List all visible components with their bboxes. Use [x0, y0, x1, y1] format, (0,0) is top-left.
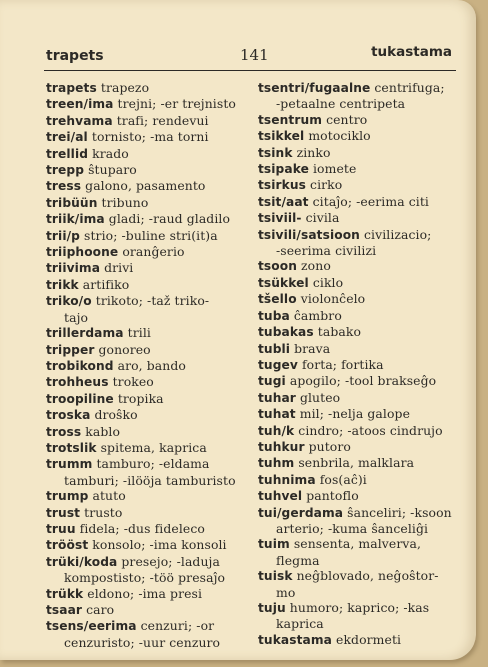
dictionary-entry	[46, 521, 246, 537]
definition-text: tamburo; -eldama	[92, 456, 210, 472]
definition-text: humoro; kaprico; -kas	[285, 600, 430, 615]
dictionary-entry	[46, 374, 246, 390]
headword: tuhnima	[258, 472, 316, 487]
entry-line	[46, 146, 246, 162]
entry-line	[258, 341, 458, 357]
entry-line	[46, 178, 246, 194]
entry-line	[46, 195, 246, 211]
headword: troopiline	[46, 391, 114, 406]
entry-line	[46, 407, 246, 423]
entry-line	[46, 537, 246, 553]
entry-line	[258, 210, 458, 226]
definition-text: gonoreo	[94, 341, 151, 357]
dictionary-entry	[46, 80, 246, 96]
definition-text: zinko	[292, 144, 331, 160]
entry-line	[46, 228, 246, 244]
definition-text: strio; -buline stri(it)a	[79, 227, 218, 243]
definition-text: caro	[82, 602, 115, 617]
definition-text: ĉambro	[289, 307, 342, 323]
dictionary-entry	[258, 505, 458, 537]
definition-text: trafi; rendevui	[112, 112, 209, 128]
right-column	[258, 80, 458, 648]
headword: tsink	[258, 145, 293, 160]
headword: tui/gerdama	[258, 505, 344, 520]
entry-line	[258, 406, 458, 422]
definition-text: trokeo	[108, 374, 154, 390]
dictionary-entry	[258, 258, 458, 274]
headword: troska	[46, 408, 91, 423]
headword: tuhat	[258, 407, 296, 422]
dictionary-entry	[46, 391, 246, 407]
definition-text: tamburi; -ilööja tamburisto	[64, 472, 236, 488]
entry-line	[46, 293, 246, 309]
dictionary-entry	[258, 161, 458, 177]
entry-line	[46, 440, 246, 456]
definition-text: drivi	[100, 260, 134, 276]
headword: tribüün	[46, 195, 98, 210]
dictionary-entry	[258, 439, 458, 455]
headword: trei/al	[46, 130, 88, 145]
dictionary-entry	[46, 488, 246, 504]
dictionary-entry	[46, 586, 246, 602]
definition-text: ŝtuparo	[84, 162, 137, 178]
definition-text: fos(aĉ)i	[315, 471, 367, 487]
dictionary-entry	[46, 244, 246, 260]
headword: tsens/eerima	[46, 619, 137, 634]
headword: tross	[46, 424, 82, 439]
entry-line	[258, 455, 458, 471]
dictionary-entry	[46, 178, 246, 194]
dictionary-entry	[258, 600, 458, 632]
headword: trotslik	[46, 440, 97, 455]
entry-line	[258, 536, 458, 552]
headword: tsiviil-	[258, 211, 302, 226]
dictionary-entry	[46, 554, 246, 586]
definition-text: civila	[301, 210, 340, 226]
headword: trapets	[46, 81, 97, 95]
entry-line	[46, 554, 246, 570]
entry-line	[258, 568, 458, 584]
headword: tuim	[258, 537, 290, 552]
definition-text: motociklo	[304, 128, 371, 144]
headword: tuhvel	[258, 489, 303, 504]
headword: trüki/koda	[46, 554, 118, 569]
headword: trust	[46, 505, 81, 520]
headword: trehvama	[46, 113, 113, 128]
dictionary-entry	[258, 128, 458, 144]
definition-text: iomete	[308, 161, 357, 177]
dictionary-entry	[46, 456, 246, 488]
headword: trööst	[46, 538, 89, 553]
entry-continuation-line	[46, 473, 246, 488]
dictionary-entry	[258, 275, 458, 291]
headword: trobikond	[46, 358, 114, 373]
entry-line	[258, 439, 458, 455]
dictionary-entry	[258, 308, 458, 324]
entry-continuation-line	[258, 585, 458, 600]
dictionary-entry	[46, 129, 246, 145]
entry-line	[258, 258, 458, 274]
entry-line	[46, 244, 246, 260]
dictionary-entry	[258, 112, 458, 128]
entry-line	[258, 112, 458, 128]
headword: tuh/k	[258, 423, 295, 438]
definition-text: zono	[297, 258, 331, 274]
left-column	[46, 80, 246, 650]
definition-text: kompostisto; -töö presaĵo	[64, 570, 226, 586]
page-header	[44, 44, 452, 68]
entry-line	[258, 177, 458, 193]
definition-text: putoro	[304, 438, 351, 454]
definition-text: trikoto; -taž triko-	[91, 293, 210, 309]
definition-text: tropika	[113, 390, 164, 406]
headword: tsentri/fugaalne	[258, 81, 371, 95]
entry-line	[258, 80, 458, 96]
definition-text: fidela; -dus fideleco	[75, 520, 205, 536]
header-first-word: trapets	[46, 48, 104, 64]
dictionary-entry	[46, 293, 246, 325]
definition-text: ekdormeti	[331, 631, 402, 647]
entry-line	[258, 161, 458, 177]
definition-text: oranĝerio	[118, 244, 185, 260]
definition-text: senbrila, malklara	[294, 455, 415, 471]
definition-text: centro	[322, 111, 368, 127]
definition-text: trusto	[80, 504, 123, 520]
definition-text: ŝanceliri; -ksoon	[343, 504, 452, 520]
definition-text: trili	[123, 325, 151, 341]
entry-line	[258, 324, 458, 340]
entry-line	[258, 357, 458, 373]
definition-text: ciklo	[308, 274, 344, 290]
headword: tuhkur	[258, 439, 305, 454]
headword: tugi	[258, 374, 286, 389]
definition-text: tornisto; -ma torni	[87, 129, 209, 145]
dictionary-entry	[258, 568, 458, 600]
definition-text: civilizacio;	[359, 226, 432, 242]
headword: tsentrum	[258, 112, 323, 127]
dictionary-entry	[46, 195, 246, 211]
headword: trükk	[46, 586, 84, 601]
entry-line	[46, 586, 246, 602]
headword: tuju	[258, 601, 286, 615]
definition-text: citaĵo; -eerima citi	[308, 193, 429, 209]
entry-line	[258, 472, 458, 488]
definition-text: aro, bando	[113, 357, 186, 373]
dictionary-entry	[258, 406, 458, 422]
entry-continuation-line	[46, 310, 246, 325]
definition-text: spitema, kaprica	[96, 439, 207, 455]
definition-text: tribuno	[97, 194, 149, 210]
definition-text: krado	[88, 145, 129, 161]
entry-line	[46, 488, 246, 504]
definition-text: atuto	[88, 488, 126, 504]
headword: truu	[46, 521, 76, 536]
headword: trikk	[46, 277, 79, 292]
dictionary-entry	[258, 324, 458, 340]
headword: tress	[46, 179, 82, 194]
dictionary-entry	[258, 194, 458, 210]
definition-text: cirko	[306, 177, 343, 193]
definition-text: -seerima civilizi	[276, 243, 377, 259]
dictionary-entry	[258, 227, 458, 259]
entry-line	[46, 342, 246, 358]
dictionary-entry	[46, 96, 246, 112]
definition-text: pantoflo	[302, 488, 359, 504]
entry-line	[258, 390, 458, 406]
headword: tsaar	[46, 603, 83, 617]
entry-continuation-line	[258, 553, 458, 568]
headword: tukastama	[258, 632, 332, 647]
dictionary-entry	[258, 341, 458, 357]
dictionary-entry	[46, 505, 246, 521]
entry-line	[46, 211, 246, 227]
definition-text: mil; -nelja galope	[295, 406, 410, 422]
dictionary-entry	[258, 177, 458, 193]
entry-line	[46, 113, 246, 129]
entry-line	[46, 277, 246, 293]
dictionary-entry	[258, 80, 458, 112]
entry-line	[258, 373, 458, 389]
headword: tubakas	[258, 325, 314, 340]
dictionary-entry	[46, 537, 246, 553]
entry-line	[46, 260, 246, 276]
definition-text: centrifuga;	[370, 80, 445, 95]
definition-text: konsolo; -ima konsoli	[88, 537, 227, 553]
dictionary-entry	[258, 145, 458, 161]
definition-text: sensenta, malverva,	[289, 536, 421, 552]
definition-text: arterio; -kuma ŝanceliĝi	[276, 520, 429, 536]
dictionary-entry	[46, 618, 246, 650]
definition-text: kaprica	[276, 616, 324, 632]
entry-line	[46, 456, 246, 472]
dictionary-entry	[258, 357, 458, 373]
dictionary-entry	[258, 423, 458, 439]
dictionary-entry	[46, 260, 246, 276]
definition-text: eldono; -ima presi	[83, 585, 203, 601]
entry-line	[258, 227, 458, 243]
dictionary-entry	[46, 325, 246, 341]
headword: tugev	[258, 357, 298, 372]
headword: tsoon	[258, 259, 298, 274]
definition-text: tabako	[313, 324, 362, 340]
entry-continuation-line	[258, 96, 458, 111]
headword: tubli	[258, 341, 291, 356]
dictionary-entry	[258, 536, 458, 568]
definition-text: violonĉelo	[296, 291, 366, 307]
headword: triiphoone	[46, 245, 119, 260]
definition-text: presejo; -laduja	[117, 553, 220, 569]
entry-line	[258, 423, 458, 439]
definition-text: cenzuri; -or	[136, 618, 215, 634]
dictionary-entry	[46, 162, 246, 178]
definition-text: gladi; -raud gladilo	[104, 211, 231, 227]
headword: tsipake	[258, 162, 309, 177]
dictionary-entry	[258, 632, 458, 648]
dictionary-entry	[258, 373, 458, 389]
entry-line	[258, 600, 458, 616]
headword: triivima	[46, 261, 101, 276]
definition-text: brava	[290, 340, 331, 356]
headword: tsirkus	[258, 178, 307, 193]
entry-line	[258, 128, 458, 144]
entry-line	[46, 391, 246, 407]
entry-line	[258, 291, 458, 307]
dictionary-entry	[258, 455, 458, 471]
definition-text: trejni; -er trejnisto	[113, 96, 236, 112]
entry-continuation-line	[258, 521, 458, 536]
dictionary-entry	[258, 472, 458, 488]
dictionary-entry	[258, 210, 458, 226]
headword: tsivili/satsioon	[258, 227, 360, 242]
dictionary-entry	[46, 113, 246, 129]
dictionary-entry	[258, 291, 458, 307]
entry-line	[258, 145, 458, 161]
entry-line	[46, 162, 246, 178]
dictionary-entry	[46, 407, 246, 423]
dictionary-entry	[46, 228, 246, 244]
dictionary-entry	[46, 424, 246, 440]
definition-text: galono, pasamento	[81, 178, 206, 194]
entry-continuation-line	[46, 635, 246, 650]
entry-continuation-line	[46, 570, 246, 585]
headword: triik/ima	[46, 212, 105, 227]
entry-line	[46, 80, 246, 96]
headword: tuhar	[258, 390, 296, 405]
entry-line	[258, 194, 458, 210]
dictionary-entry	[46, 602, 246, 618]
headword: tripper	[46, 342, 95, 357]
headword: trumm	[46, 457, 93, 472]
entry-line	[46, 358, 246, 374]
header-last-word: tukastama	[371, 44, 452, 60]
entry-line	[46, 505, 246, 521]
dictionary-entry	[46, 342, 246, 358]
dictionary-entry	[46, 440, 246, 456]
dictionary-entry	[46, 211, 246, 227]
headword: trepp	[46, 163, 85, 178]
entry-line	[46, 424, 246, 440]
definition-text: cenzuristo; -uur cenzuro	[64, 634, 221, 650]
page-number: 141	[240, 46, 269, 64]
entry-line	[258, 632, 458, 648]
entry-continuation-line	[258, 243, 458, 258]
header-rule	[44, 70, 456, 71]
headword: trii/p	[46, 228, 80, 243]
definition-text: forta; fortika	[297, 356, 384, 372]
dictionary-entry	[46, 146, 246, 162]
definition-text: flegma	[276, 552, 320, 568]
definition-text: tajo	[64, 309, 89, 325]
headword: tsikkel	[258, 129, 305, 144]
entry-line	[46, 129, 246, 145]
entry-line	[46, 602, 246, 618]
dictionary-entry	[46, 277, 246, 293]
entry-line	[46, 521, 246, 537]
definition-text: kablo	[81, 423, 121, 439]
headword: tuhm	[258, 456, 295, 471]
headword: tšello	[258, 292, 297, 307]
headword: trohheus	[46, 375, 109, 390]
headword: tuba	[258, 308, 290, 323]
entry-continuation-line	[258, 616, 458, 631]
definition-text: cindro; -atoos cindrujo	[294, 422, 443, 438]
definition-text: neĝblovado, neĝoŝtor-	[292, 568, 439, 584]
headword: tsit/aat	[258, 194, 309, 209]
headword: trump	[46, 489, 89, 504]
definition-text: trapezo	[96, 80, 150, 95]
definition-text: apogilo; -tool brakseĝo	[285, 373, 437, 389]
headword: trillerdama	[46, 326, 124, 341]
dictionary-entry	[258, 488, 458, 504]
entry-line	[258, 275, 458, 291]
definition-text: mo	[276, 584, 296, 600]
definition-text: gluteo	[295, 389, 341, 405]
entry-line	[46, 325, 246, 341]
headword: triko/o	[46, 294, 92, 309]
entry-line	[46, 618, 246, 634]
dictionary-entry	[46, 358, 246, 374]
headword: trellid	[46, 146, 89, 161]
headword: treen/ima	[46, 97, 114, 112]
entry-line	[258, 505, 458, 521]
definition-text: -petaalne centripeta	[276, 96, 406, 112]
headword: tsükkel	[258, 275, 309, 290]
definition-text: droŝko	[90, 407, 138, 423]
entry-line	[46, 374, 246, 390]
definition-text: artifiko	[78, 276, 130, 292]
entry-line	[258, 308, 458, 324]
entry-line	[258, 488, 458, 504]
entry-line	[46, 96, 246, 112]
dictionary-entry	[258, 390, 458, 406]
headword: tuisk	[258, 569, 293, 584]
